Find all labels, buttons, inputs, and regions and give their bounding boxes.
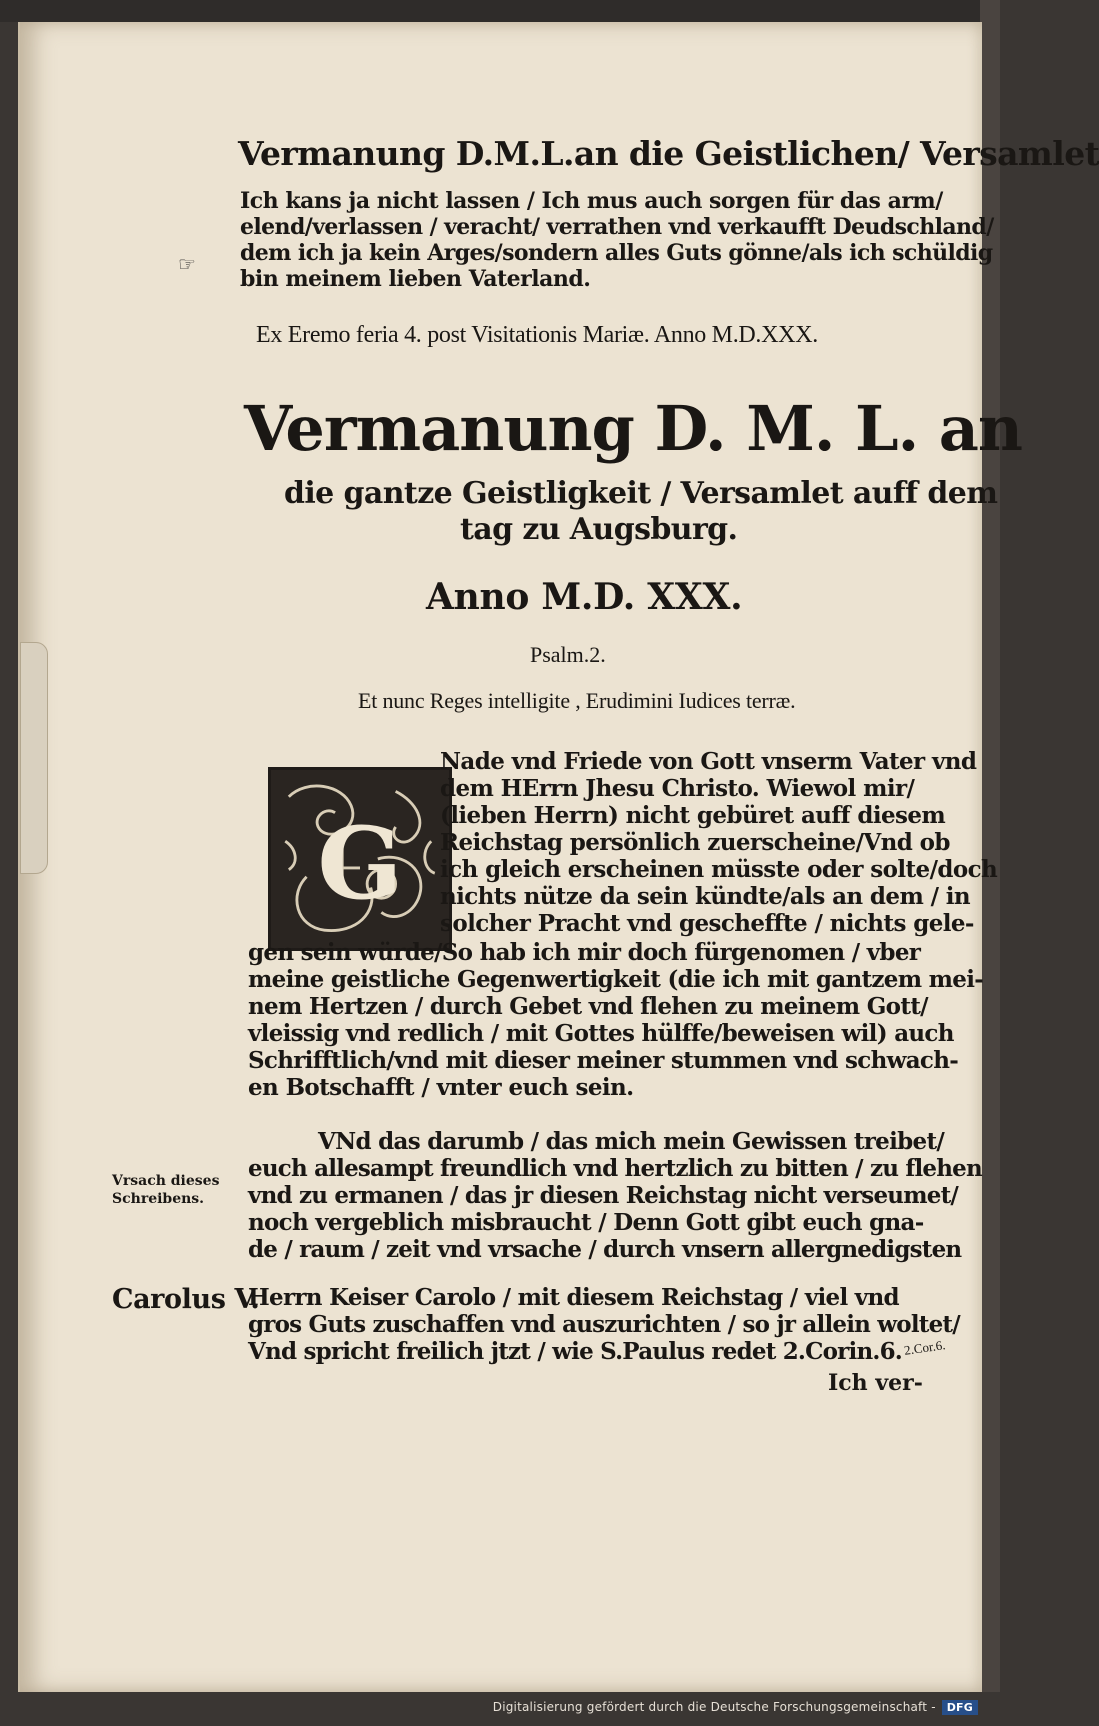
body-line: VNd das darumb / das mich mein Gewissen treibet/: [318, 1128, 945, 1155]
margin-note: 2.Cor.6.: [903, 1337, 947, 1358]
top-text-line: Ich kans ja nicht lassen / Ich mus auch sorgen für das arm/: [240, 188, 943, 214]
margin-note: Carolus V.: [112, 1284, 260, 1315]
psalm-quote: Et nunc Reges intelligite , Erudimini Iudices terræ.: [358, 688, 796, 713]
footer-credit-text: Digitalisierung gefördert durch die Deutsche Forschungsgemeinschaft -: [492, 1700, 936, 1714]
year-line: Anno M.D. XXX.: [426, 576, 743, 618]
body-line: gen sein würde/So hab ich mir doch fürgenomen / vber: [248, 939, 921, 966]
dfg-logo: DFG: [942, 1700, 978, 1715]
body-line: (lieben Herrn) nicht gebüret auff diesem: [440, 802, 946, 829]
body-line: nem Hertzen / durch Gebet vnd flehen zu meinem Gott/: [248, 993, 928, 1020]
title-line: tag zu Augsburg.: [460, 512, 738, 547]
viewer-footer: [0, 1692, 1000, 1726]
body-line: en Botschafft / vnter euch sein.: [248, 1074, 634, 1101]
body-line: Vnd spricht freilich jtzt / wie S.Paulus redet 2.Corin.6.: [248, 1338, 902, 1365]
pointing-hand-icon: ☞: [178, 252, 196, 276]
body-line: solcher Pracht vnd gescheffte / nichts gele-: [440, 910, 974, 937]
body-line: Reichstag persönlich zuerscheine/Vnd ob: [440, 829, 950, 856]
body-line: noch vergeblich misbraucht / Denn Gott gibt euch gna-: [248, 1209, 924, 1236]
initial-ornament-icon: [271, 770, 449, 948]
svg-text:G: G: [317, 804, 403, 923]
book-page: [18, 22, 1099, 1692]
margin-note: Vrsach dieses Schreibens.: [112, 1173, 220, 1207]
body-line: Schrifftlich/vnd mit dieser meiner stummen vnd schwach-: [248, 1047, 959, 1074]
psalm-reference: Psalm.2.: [530, 642, 606, 667]
page-clip: [20, 642, 48, 874]
body-line: nichts nütze da sein kündte/als an dem / in: [440, 883, 971, 910]
catchword: Ich ver-: [828, 1370, 923, 1396]
body-line: gros Guts zuschaffen vnd auszurichten / so jr allein woltet/: [248, 1311, 960, 1338]
top-text-line: bin meinem lieben Vaterland.: [240, 266, 591, 292]
body-line: dem HErrn Jhesu Christo. Wiewol mir/: [440, 775, 915, 802]
heading-line: Vermanung D.M.L.an die Geistlichen/ Versamlet: [238, 134, 1099, 173]
top-text-line: elend/verlassen / veracht/ verrathen vnd verkaufft Deudschland/: [240, 214, 994, 240]
body-line: vnd zu ermanen / das jr diesen Reichstag nicht verseumet/: [248, 1182, 959, 1209]
body-line: meine geistliche Gegenwertigkeit (die ich mit gantzem mei-: [248, 966, 984, 993]
top-text-line: dem ich ja kein Arges/sondern alles Guts gönne/als ich schüldig: [240, 240, 993, 266]
decorated-initial: [268, 767, 452, 951]
body-line: Nade vnd Friede von Gott vnserm Vater vnd: [440, 748, 977, 775]
title-main: Vermanung D. M. L. an: [244, 392, 1023, 465]
viewer-top-bar: [0, 0, 1000, 22]
body-line: euch allesampt freundlich vnd hertzlich zu bitten / zu flehen: [248, 1155, 982, 1182]
colophon: Ex Eremo feria 4. post Visitationis Mariæ. Anno M.D.XXX.: [256, 322, 818, 348]
body-line: Herrn Keiser Carolo / mit diesem Reichstag / viel vnd: [248, 1284, 899, 1311]
body-line: vleissig vnd redlich / mit Gottes hülffe/beweisen wil) auch: [248, 1020, 954, 1047]
footer-credit: [493, 1700, 978, 1715]
body-line: de / raum / zeit vnd vrsache / durch vnsern allergnedigsten: [248, 1236, 962, 1263]
title-line: die gantze Geistligkeit / Versamlet auff dem: [284, 476, 998, 511]
body-line: ich gleich erscheinen müsste oder solte/doch: [440, 856, 998, 883]
